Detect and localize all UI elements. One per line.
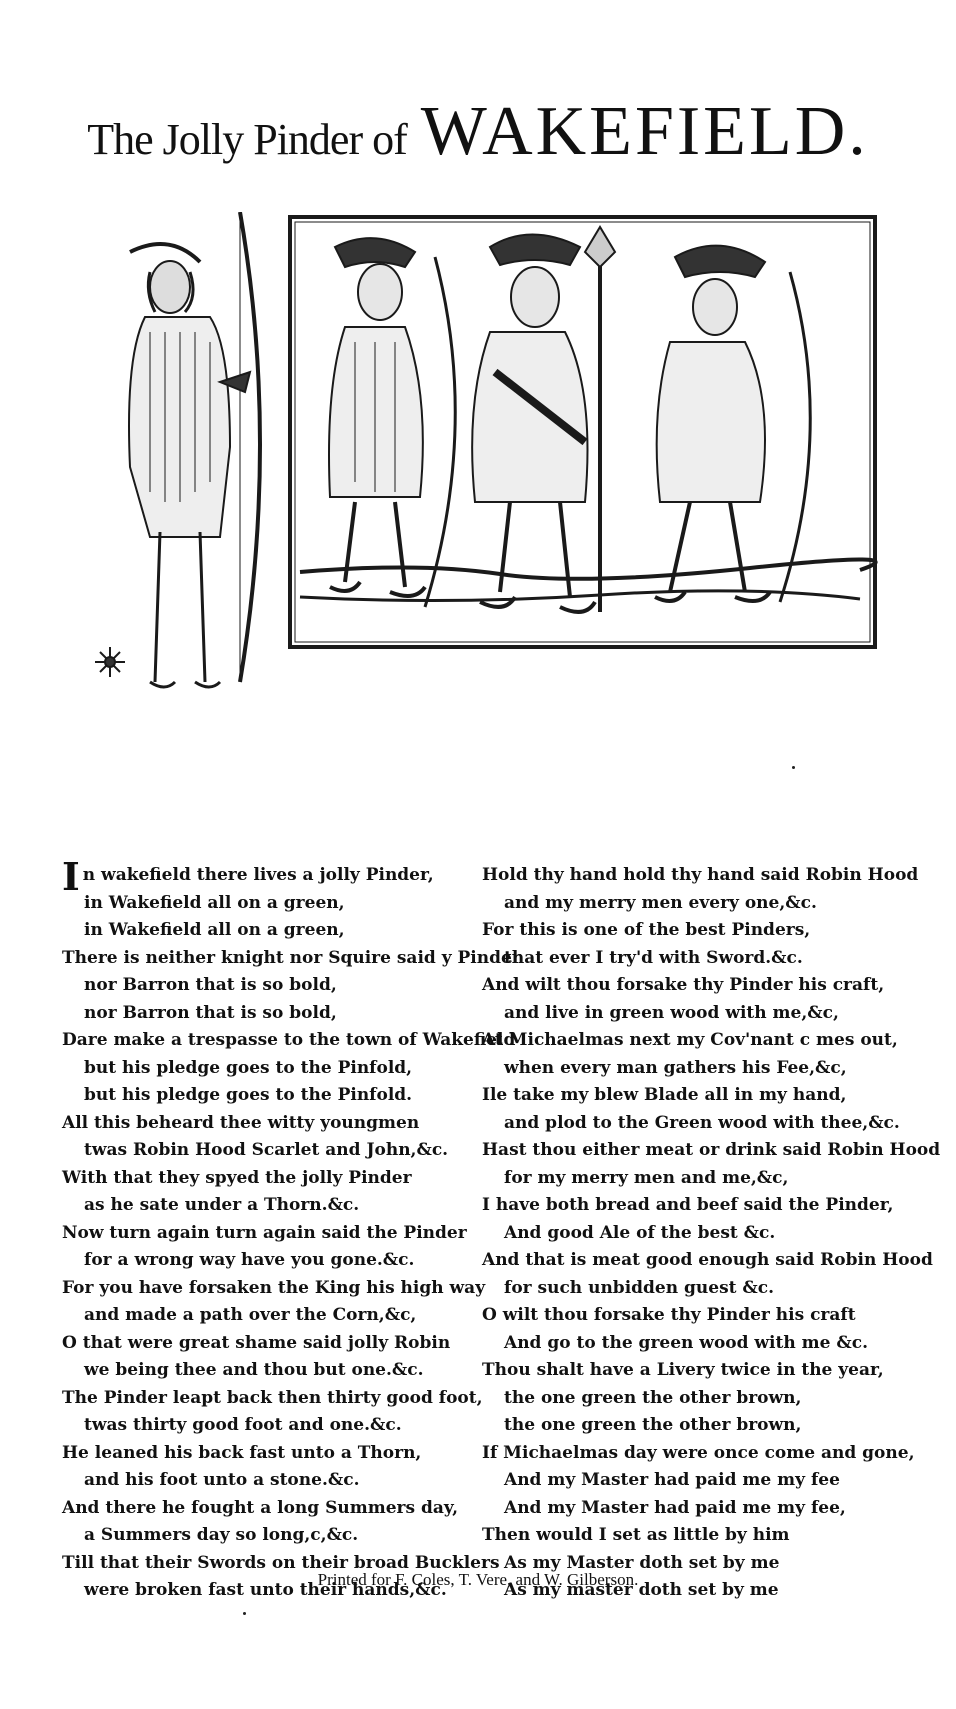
verse-line [62, 1055, 492, 1083]
verse-text: in Wakefield all on a green, [84, 892, 345, 913]
ink-speck [243, 1612, 246, 1615]
verse-line [62, 1467, 492, 1495]
verse-text: And that is meat good enough said Robin Hood [482, 1250, 933, 1270]
verse-text: O wilt thou forsake thy Pinder his craft [482, 1305, 856, 1325]
verse-text: Then would I set as little by him [482, 1525, 790, 1545]
verse-line [482, 1082, 892, 1110]
verse-line [482, 1467, 892, 1495]
verse-text: Hold thy hand hold thy hand said Robin Hood [482, 865, 919, 885]
drop-cap: I [62, 854, 80, 899]
verse-text: for such unbidden guest &c. [504, 1277, 775, 1298]
verse-text: O that were great shame said jolly Robin [62, 1332, 451, 1353]
verse-text: Hast thou either meat or drink said Robin Hood [482, 1140, 941, 1160]
verse-line [62, 1247, 492, 1275]
verse-text: As my Master doth set by me [504, 1552, 780, 1573]
verse-text: And my Master had paid me my fee [504, 1470, 840, 1490]
verse-line [482, 890, 892, 918]
verse-text: were broken fast unto their hands,&c. [84, 1580, 447, 1600]
verse-line [62, 1330, 492, 1358]
archer-figure-left [129, 212, 260, 687]
verse-text: n wakefield there lives a jolly Pinder, [82, 865, 434, 885]
verse-line [482, 1385, 892, 1413]
verse-text: With that they spyed the jolly Pinder [62, 1167, 412, 1188]
verse-line [482, 972, 892, 1000]
verse-line [482, 862, 919, 890]
verse-text: Dare make a trespasse to the town of Wakefield [62, 1030, 516, 1050]
verse-text: as he sate under a Thorn.&c. [84, 1195, 360, 1215]
verse-line [482, 1357, 892, 1385]
verse-text: And my Master had paid me my fee, [504, 1497, 846, 1518]
verse-line [62, 1192, 492, 1220]
verse-text: And good Ale of the best &c. [504, 1222, 776, 1243]
title-big: WAKEFIELD. [420, 93, 869, 170]
verse-text: And go to the green wood with me &c. [504, 1332, 868, 1353]
verse-line [482, 1165, 892, 1193]
title-small: The Jolly Pinder of [87, 115, 407, 164]
verse-text: Now turn again turn again said the Pinder [62, 1222, 467, 1243]
verse-line [62, 917, 492, 945]
verse-line [482, 1000, 892, 1028]
verse-text: And there he fought a long Summers day, [62, 1497, 459, 1518]
verse-line [62, 1027, 516, 1055]
verse-text: For you have forsaken the King his high way [62, 1277, 486, 1298]
verse-line [62, 1522, 492, 1550]
verse-text: and plod to the Green wood with thee,&c. [504, 1112, 900, 1133]
halberdier-figure [472, 227, 615, 612]
verses-left-column [62, 854, 521, 1605]
flower-ornament [95, 647, 125, 677]
verse-text: And wilt thou forsake thy Pinder his craft, [482, 975, 885, 995]
verse-line [62, 1137, 492, 1165]
verse-text: and his foot unto a stone.&c. [84, 1470, 360, 1490]
verse-text: in Wakefield all on a green, [84, 920, 345, 940]
verse-line [482, 1110, 900, 1138]
verse-line [482, 1247, 933, 1275]
verse-text: Ile take my blew Blade all in my hand, [482, 1085, 847, 1105]
verse-text: and made a path over the Corn,&c, [84, 1305, 417, 1325]
verse-text: twas Robin Hood Scarlet and John,&c. [84, 1140, 449, 1160]
verse-line [482, 1275, 892, 1303]
verse-line [482, 1330, 892, 1358]
verse-line [62, 1275, 492, 1303]
verse-line [62, 1110, 492, 1138]
verse-text: the one green the other brown, [504, 1387, 802, 1408]
verse-text: At Michaelmas next my Cov'nant c mes out, [482, 1030, 898, 1050]
verse-line [62, 972, 492, 1000]
verse-text: when every man gathers his Fee,&c, [504, 1057, 847, 1078]
verse-line [482, 1302, 892, 1330]
verse-line [62, 1165, 492, 1193]
imprint-line: Printed for F. Coles, T. Vere, and W. Gilberson. [317, 1570, 639, 1589]
verse-line [62, 890, 492, 918]
ink-speck [792, 766, 795, 769]
archer-figure-3 [655, 246, 810, 602]
verse-line [62, 1220, 492, 1248]
verse-text: for a wrong way have you gone.&c. [84, 1250, 415, 1270]
verse-line [482, 1055, 892, 1083]
verse-text: and live in green wood with me,&c, [504, 1002, 839, 1023]
verse-text: twas thirty good foot and one.&c. [84, 1415, 402, 1435]
verse-text: As my master doth set by me [504, 1580, 779, 1600]
verse-text: the one green the other brown, [504, 1415, 802, 1435]
verse-line [482, 1137, 941, 1165]
verse-line [482, 1522, 892, 1550]
verse-text: nor Barron that is so bold, [84, 1002, 337, 1023]
verse-line [482, 1412, 892, 1440]
verse-text: He leaned his back fast unto a Thorn, [62, 1442, 422, 1463]
verse-line [62, 945, 521, 973]
verse-text: we being thee and thou but one.&c. [84, 1360, 424, 1380]
verse-line [482, 1027, 898, 1055]
verse-line [62, 1385, 492, 1413]
verse-text: that ever I try'd with Sword.&c. [504, 947, 803, 968]
verses-right-column [482, 862, 941, 1605]
verse-line [482, 945, 892, 973]
verse-line [482, 1495, 892, 1523]
verse-text: a Summers day so long,c,&c. [84, 1525, 359, 1545]
verse-line [482, 1440, 915, 1468]
verse-text: Thou shalt have a Livery twice in the year, [482, 1360, 884, 1380]
verse-text: The Pinder leapt back then thirty good foot, [62, 1387, 483, 1408]
verse-text: All this beheard thee witty youngmen [62, 1112, 420, 1133]
verse-line [482, 1220, 892, 1248]
verse-line [62, 1412, 492, 1440]
verse-text: Till that their Swords on their broad Bucklers [62, 1552, 500, 1573]
verse-line [62, 1302, 492, 1330]
verse-text: If Michaelmas day were once come and gone, [482, 1442, 915, 1463]
woodcut-illustration [90, 212, 880, 772]
archer-figure-1 [329, 238, 455, 607]
verse-line [482, 1192, 892, 1220]
verse-text: but his pledge goes to the Pinfold. [84, 1085, 413, 1105]
verse-text: for my merry men and me,&c, [504, 1167, 789, 1188]
verse-text: nor Barron that is so bold, [84, 975, 337, 995]
verse-line [62, 1440, 492, 1468]
verse-text: but his pledge goes to the Pinfold, [84, 1057, 413, 1078]
verse-line [62, 1000, 492, 1028]
verse-line [62, 1495, 492, 1523]
verse-text: There is neither knight nor Squire said y Pinder [62, 947, 521, 968]
verse-text: I have both bread and beef said the Pinder, [482, 1195, 894, 1215]
verse-line [482, 917, 892, 945]
verse-text: For this is one of the best Pinders, [482, 920, 811, 940]
verse-text: and my merry men every one,&c. [504, 892, 817, 913]
ballad-title [0, 92, 956, 172]
verse-line [62, 1082, 492, 1110]
verse-line [62, 1357, 492, 1385]
verse-line [62, 854, 492, 899]
